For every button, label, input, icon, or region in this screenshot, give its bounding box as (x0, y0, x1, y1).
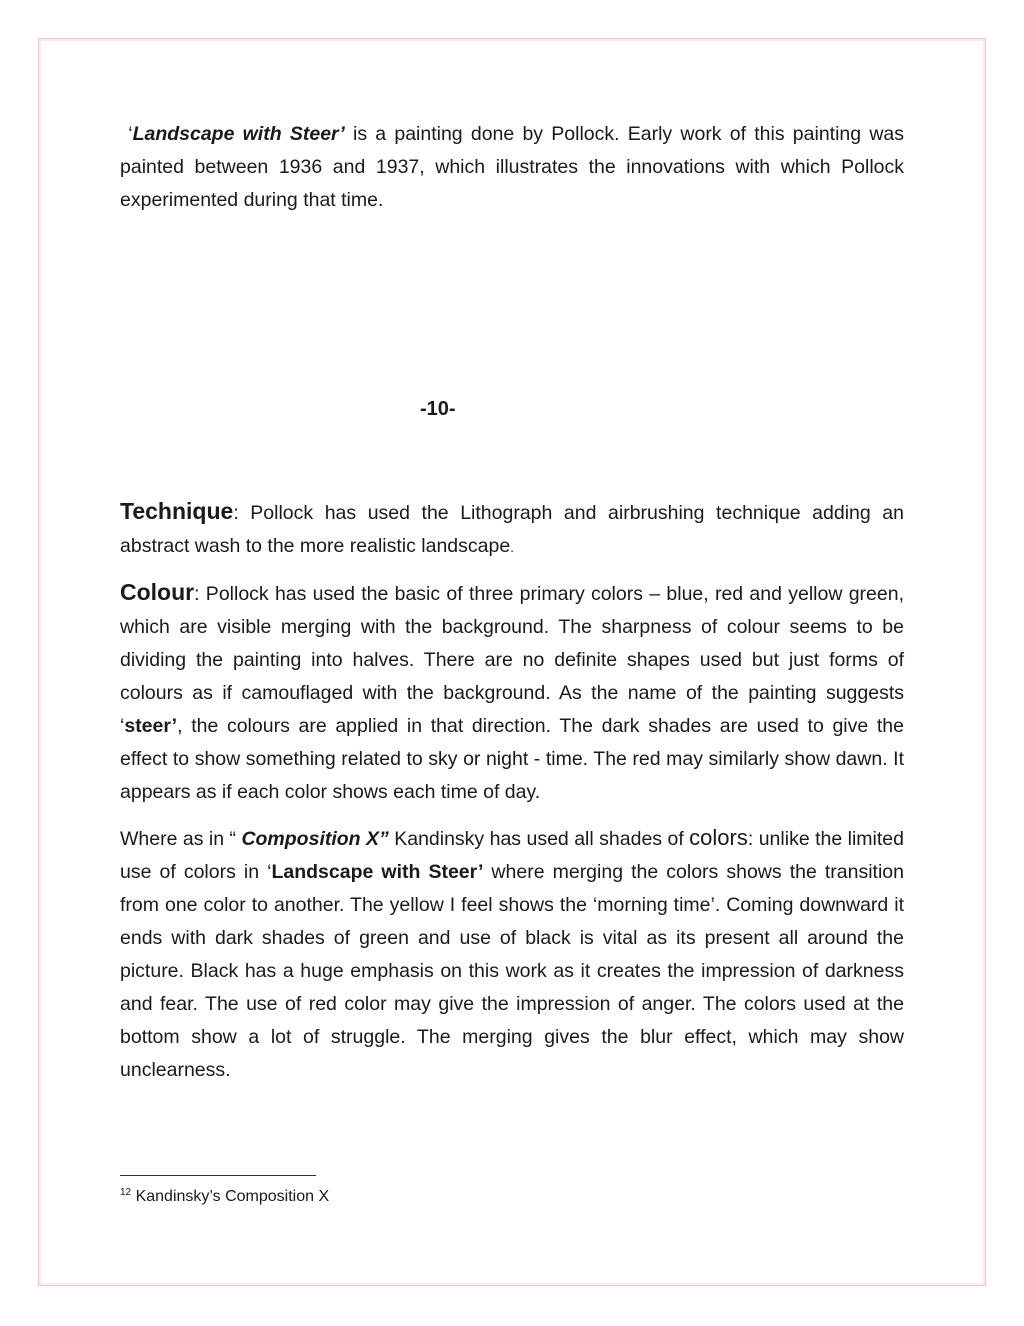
comparison-text-2: Kandinsky has used all shades of (388, 828, 690, 850)
colour-paragraph (120, 576, 904, 809)
colour-text-2: , the colours are applied in that direction. The dark shades are used to give the effect to show something related to sky or night - time. The red may similarly show dawn. It appears as if each color shows each time of day. (120, 715, 904, 803)
comparison-text-3: : unlike the limited use of colors in ‘ (120, 828, 904, 883)
intro-section (120, 118, 904, 217)
intro-paragraph (120, 118, 904, 217)
technique-paragraph (120, 495, 904, 564)
intro-text: is a painting done by Pollock. Early work of this painting was painted between 1936 and 1937, which illustrates the innovations with which Pollock experimented during that time. (120, 123, 904, 211)
footnote-text: Kandinsky’s Composition X (131, 1188, 330, 1205)
comparison-big-word: colors (689, 825, 748, 850)
colour-heading: Colour (120, 579, 195, 605)
footnote-number: 12 (120, 1187, 132, 1198)
comparison-title: Composition X” (241, 828, 389, 850)
footnote-rule (120, 1175, 316, 1176)
colour-bold-word: steer’ (124, 715, 178, 737)
technique-end: . (510, 540, 514, 555)
comparison-text-1: Where as in “ (120, 828, 242, 850)
technique-text: : Pollock has used the Lithograph and airbrushing technique adding an abstract wash to the more realistic landscape (120, 502, 904, 557)
technique-heading: Technique (120, 498, 234, 524)
intro-open-quote: ‘ (128, 123, 133, 145)
footnote (120, 1181, 329, 1209)
comparison-text-4: where merging the colors shows the transition from one color to another. The yellow I feel shows the ‘morning time’. Coming downward it ends with dark shades of green and use of black is vital as its present all around the picture. Black has a huge emphasis on this work as it creates the impression of darkness and fear. The use of red color may give the impression of anger. The colors used at the bottom show a lot of struggle. The merging gives the blur effect, which may show unclearness. (120, 861, 904, 1081)
intro-painting-title: Landscape with Steer’ (132, 123, 345, 145)
page-number: -10- (420, 398, 456, 420)
comparison-bold-title: Landscape with Steer’ (271, 861, 484, 883)
colour-text-1: : Pollock has used the basic of three primary colors – blue, red and yellow green, which are visible merging with the background. The sharpness of colour seems to be dividing the painting into halves. There are no definite shapes used but just forms of colours as if camouflaged with the background. As the name of the painting suggests ‘ (120, 583, 904, 737)
comparison-paragraph (120, 821, 904, 1087)
analysis-section (120, 495, 904, 1099)
